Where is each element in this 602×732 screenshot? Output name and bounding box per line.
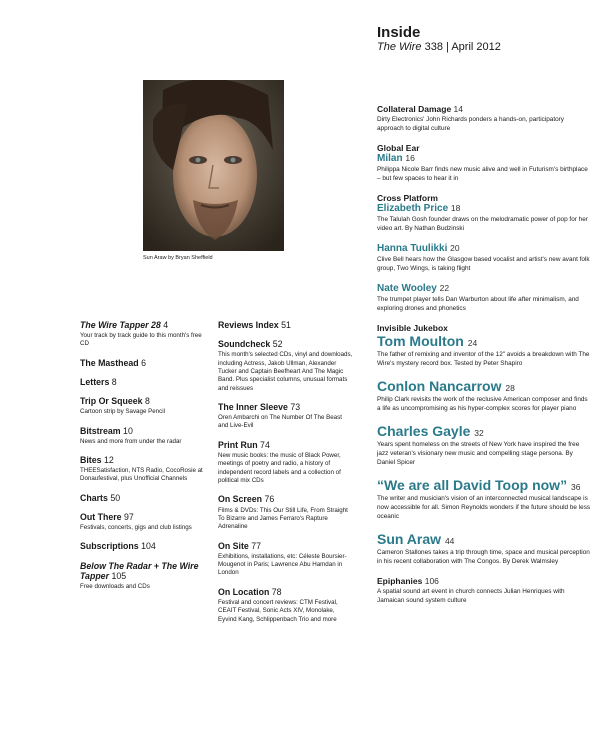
entry-title (80, 541, 210, 551)
section-label: Cross Platform (377, 192, 438, 203)
entry-title-text: Bitstream (80, 425, 121, 436)
feature-title (377, 477, 592, 493)
feature-name: Nate Wooley (377, 282, 437, 294)
feature-entry (377, 143, 592, 184)
entry-description: Cartoon strip by Savage Pencil (80, 408, 165, 416)
entry-title-text: On Site (218, 540, 249, 551)
page-number: 36 (570, 481, 581, 492)
feature-heading (377, 104, 592, 114)
contents-entry (218, 541, 353, 578)
entry-title-text: Soundcheck (218, 339, 271, 350)
page-number: 32 (474, 427, 484, 438)
feature-description: A spatial sound art event in church connects Julian Henriques with Jamaican sound system culture (377, 587, 565, 604)
entry-title-text: On Location (218, 586, 270, 597)
feature-description: The trumpet player tells Dan Warburton about life after minimalism, and exploring drones and phonetics (377, 295, 579, 312)
page-number: 22 (439, 282, 450, 293)
page-number: 12 (103, 454, 114, 465)
entry-title-text: The Inner Sleeve (218, 402, 288, 413)
page-number: 44 (444, 535, 455, 546)
entry-title (218, 440, 353, 450)
page-number: 28 (505, 382, 515, 393)
feature-description: Philippa Nicole Barr finds new music alive and well in Futurism's birthplace – but few spaces to hear it in (377, 165, 588, 182)
entry-title-text: Reviews Index (218, 320, 279, 330)
feature-title (377, 203, 592, 214)
page-title: Inside (377, 24, 421, 41)
entry-title-text: Subscriptions (80, 541, 139, 552)
feature-entry (377, 531, 592, 567)
feature-name: Charles Gayle (377, 422, 471, 439)
section-label: Invisible Jukebox (377, 322, 448, 333)
feature-description: The writer and musician's vision of an interconnected musical landscape is now accessible for all. Simon Reynolds wonders if the future should be less oceanic (377, 494, 591, 520)
entry-title (80, 512, 210, 522)
page-number: 4 (163, 320, 169, 330)
entry-description: News and more from under the radar (80, 437, 182, 445)
middle-contents-column (218, 320, 353, 633)
issue-date: April 2012 (451, 41, 501, 53)
contents-entry (80, 396, 210, 416)
cover-photo (143, 80, 284, 251)
contents-entry (80, 320, 210, 349)
entry-description: This month's selected CDs, vinyl and downloads, including Actress, Jakob Ullman, Alexander Tucker and Captain Beefheart And The Magic Band. Plus specialist columns, unusual formats and reissues (218, 351, 353, 392)
entry-title-text: Print Run (218, 439, 258, 450)
feature-title (377, 378, 592, 394)
contents-entry (80, 512, 210, 532)
page-number: 24 (467, 337, 478, 348)
feature-title (377, 333, 592, 349)
entry-title-text: Out There (80, 511, 122, 522)
feature-description: Cameron Stallones takes a trip through time, space and musical perception in his recent collaboration with The Congos. By Derek Walmsley (377, 548, 590, 565)
page-number: 20 (450, 242, 460, 253)
magazine-name: The Wire (377, 41, 422, 53)
entry-title (80, 426, 210, 436)
contents-entry (80, 561, 210, 592)
entry-description: Oren Ambarchi on The Number Of The Beast and Live-Evil (218, 414, 342, 430)
contents-entry (218, 402, 353, 431)
entry-title (80, 561, 210, 581)
entry-title-text: The Masthead (80, 357, 139, 368)
portrait-image (143, 80, 284, 251)
feature-name: Milan (377, 152, 403, 164)
page-number: 8 (145, 396, 150, 407)
entry-title-text: Trip Or Squeek (80, 396, 143, 407)
feature-title (377, 153, 592, 164)
contents-entry (80, 358, 210, 368)
entry-title (218, 320, 353, 330)
entry-title-text: On Screen (218, 494, 263, 505)
page-number: 8 (111, 376, 117, 387)
entry-title (80, 455, 210, 465)
page-number: 52 (272, 339, 283, 350)
feature-entry (377, 193, 592, 234)
feature-entry (377, 423, 592, 468)
section-label: Collateral Damage (377, 104, 452, 114)
entry-description: Exhibitions, installations, etc: Céleste Boursier-Mougenot in Paris; Lawrence Abu Hamdan in London (218, 552, 347, 577)
page-number: 14 (453, 104, 464, 114)
issue-separator: | (446, 41, 449, 53)
page-number: 6 (141, 357, 147, 368)
right-contents-column (377, 104, 592, 615)
entry-title (218, 494, 353, 504)
feature-heading (377, 576, 592, 586)
page-number: 97 (124, 511, 134, 522)
contents-entry (80, 455, 210, 484)
entry-title-text: Bites (80, 454, 102, 465)
left-contents-column (80, 320, 210, 600)
entry-description: THEESatisfaction, NTS Radio, CocoRosie at Donaufestival, plus Unofficial Channels (80, 467, 203, 483)
contents-entry (218, 587, 353, 624)
section-label: Global Ear (377, 142, 420, 153)
entry-title (218, 587, 353, 597)
entry-title-text: Below The Radar + The Wire Tapper (80, 560, 199, 581)
page-number: 16 (405, 152, 415, 163)
feature-entry (377, 243, 592, 274)
feature-title (377, 283, 592, 294)
contents-entry (218, 339, 353, 393)
feature-entry (377, 477, 592, 522)
issue-line (377, 41, 501, 53)
feature-name: Conlon Nancarrow (377, 377, 502, 394)
contents-entry (80, 426, 210, 446)
contents-entry (80, 493, 210, 503)
page-number: 77 (251, 540, 262, 551)
feature-name: Tom Moulton (377, 332, 464, 349)
entry-description: Festival and concert reviews: CTM Festival, CEAIT Festival, Sonic Acts XIV, Monolake, Eyvind Kang, Schlippenbach Trio and more (218, 598, 338, 623)
feature-name: “We are all David Toop now” (377, 476, 568, 493)
page-number: 73 (290, 402, 301, 413)
feature-description: The father of remixing and inventor of the 12" avoids a breakdown with The Wire's mystery record box. Tested by Peter Shapiro (377, 350, 590, 367)
feature-description: Clive Bell hears how the Glasgow based vocalist and artist's new avant folk group, Two Wings, is taking flight (377, 255, 590, 272)
page-number: 106 (424, 575, 439, 586)
entry-title (80, 377, 210, 387)
page-number: 76 (264, 494, 275, 505)
contents-entry (80, 377, 210, 387)
page-number: 105 (111, 570, 127, 581)
feature-name: Sun Araw (377, 530, 442, 547)
entry-title-text: Charts (80, 492, 108, 503)
entry-title (218, 402, 353, 412)
entry-description: Films & DVDs: This Our Still Life, From Straight To Bizarre and James Ferraro's Rapture Adrenaline (218, 506, 348, 531)
entry-title (80, 493, 210, 503)
entry-description: New music books: the music of Black Power, meetings of poetry and radio, a history of independent record labels and a collection of political mix CDs (218, 451, 341, 485)
feature-title (377, 423, 592, 439)
issue-number: 338 (424, 41, 443, 53)
feature-entry (377, 576, 592, 606)
entry-description: Festivals, concerts, gigs and club listings (80, 524, 192, 532)
page-number: 18 (450, 202, 461, 213)
feature-entry (377, 104, 592, 134)
contents-entry (218, 320, 353, 330)
contents-entry (218, 494, 353, 531)
entry-title-text: Letters (80, 376, 110, 387)
page-number: 78 (271, 586, 282, 597)
entry-title (218, 339, 353, 349)
section-label: Epiphanies (377, 575, 423, 586)
entry-title-text: The Wire Tapper 28 (80, 320, 161, 330)
contents-entry (218, 440, 353, 486)
entry-title (80, 396, 210, 406)
feature-name: Elizabeth Price (377, 202, 449, 214)
feature-title (377, 243, 592, 254)
feature-description: Years spent homeless on the streets of New York have inspired the free jazz veteran's visionary new music and compelling stage persona. By Daniel Spicer (377, 440, 580, 466)
entry-description: Free downloads and CDs (80, 582, 150, 590)
entry-title (80, 358, 210, 368)
page-number: 51 (281, 320, 291, 330)
page-number: 104 (141, 541, 156, 552)
feature-description: Philip Clark revisits the work of the reclusive American composer and finds a life as uncompromising as his hyper-complex scores for player piano (377, 395, 588, 412)
feature-name: Hanna Tuulikki (377, 242, 448, 254)
entry-description: Your track by track guide to this month's free CD (80, 332, 202, 348)
feature-entry (377, 378, 592, 414)
feature-entry (377, 323, 592, 369)
feature-description: Dirty Electronics' John Richards ponders a hands-on, participatory approach to digital culture (377, 116, 564, 132)
feature-title (377, 531, 592, 547)
feature-description: The Talulah Gosh founder draws on the melodramatic power of pop for her video art. By Nathan Budzinski (377, 215, 588, 232)
page-number: 50 (110, 492, 121, 503)
page-number: 74 (260, 439, 270, 450)
entry-title (218, 541, 353, 551)
feature-entry (377, 283, 592, 314)
photo-caption: Sun Araw by Bryan Sheffield (143, 255, 213, 261)
page-number: 10 (123, 425, 133, 436)
entry-title (80, 320, 210, 330)
contents-entry (80, 541, 210, 551)
